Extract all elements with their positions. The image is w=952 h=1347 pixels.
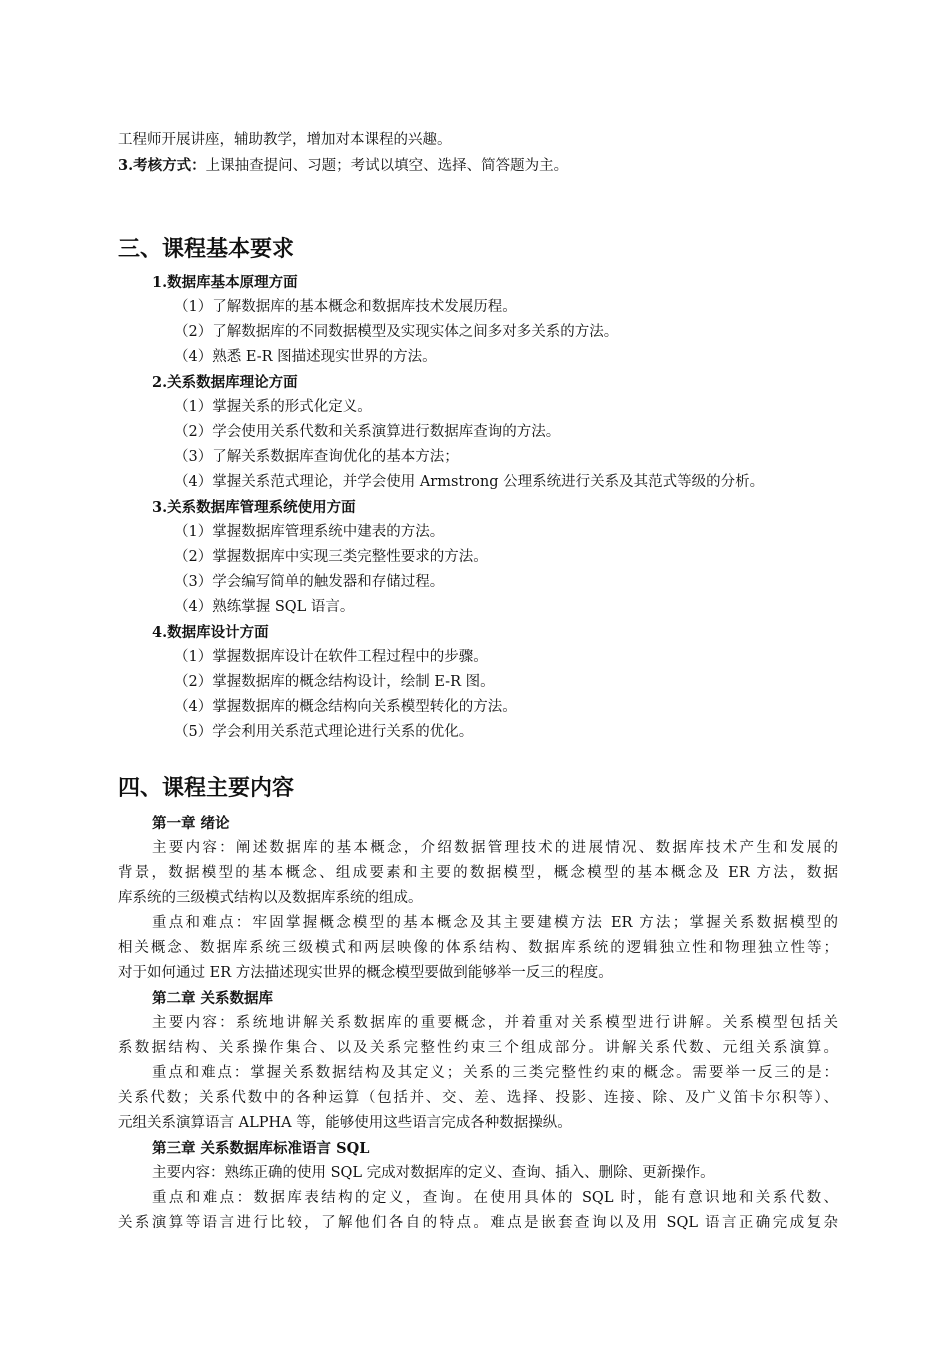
paragraph-text: 相关概念、数据库系统三级模式和两层映像的体系结构、数据库系统的逻辑独立性和物理独立性等； bbox=[118, 940, 838, 956]
paragraph-line bbox=[118, 911, 838, 936]
list-item: （4）掌握关系范式理论，并学会使用 Armstrong 公理系统进行关系及其范式等级的分析。 bbox=[174, 474, 765, 490]
list-item: （1）了解数据库的基本概念和数据库技术发展历程。 bbox=[174, 299, 517, 315]
chapter-title: 第一章 绪论 bbox=[152, 815, 230, 832]
group-title: 1.数据库基本原理方面 bbox=[152, 274, 298, 291]
list-item: （1）掌握数据库管理系统中建表的方法。 bbox=[174, 524, 445, 540]
paragraph-line bbox=[118, 1161, 838, 1186]
paragraph-text: 主要内容：系统地讲解关系数据库的重要概念，并着重对关系模型进行讲解。关系模型包括关 bbox=[152, 1015, 838, 1031]
list-item: （1）掌握数据库设计在软件工程过程中的步骤。 bbox=[174, 649, 488, 665]
paragraph-text: 背景，数据模型的基本概念、组成要素和主要的数据模型，概念模型的基本概念及 ER 方法，数据 bbox=[118, 865, 838, 881]
list-item: （2）掌握数据库的概念结构设计，绘制 E-R 图。 bbox=[174, 674, 495, 690]
paragraph-line bbox=[118, 1061, 838, 1086]
paragraph-line bbox=[118, 1036, 838, 1061]
exam-label: 3.考核方式： bbox=[118, 157, 206, 174]
paragraph-text: 关系代数；关系代数中的各种运算（包括并、交、差、选择、投影、连接、除、及广义笛卡尔积等）、 bbox=[118, 1090, 838, 1106]
list-item: （4）熟悉 E-R 图描述现实世界的方法。 bbox=[174, 349, 437, 365]
paragraph-line bbox=[118, 1186, 838, 1211]
section3-title: 三、课程基本要求 bbox=[118, 236, 295, 262]
section4-title: 四、课程主要内容 bbox=[118, 775, 295, 801]
paragraph-line bbox=[118, 861, 838, 886]
list-item: （5）学会利用关系范式理论进行关系的优化。 bbox=[174, 724, 474, 740]
paragraph-line bbox=[118, 1086, 838, 1111]
document-page bbox=[118, 128, 838, 1236]
exam-method bbox=[118, 153, 838, 179]
paragraph-line bbox=[118, 836, 838, 861]
paragraph-line: 库系统的三级模式结构以及数据库系统的组成。 bbox=[118, 890, 423, 906]
paragraph-text: 重点和难点：掌握关系数据结构及其定义；关系的三类完整性约束的概念。需要举一反三的是： bbox=[152, 1065, 838, 1081]
paragraph-text: 重点和难点：牢固掌握概念模型的基本概念及其主要建模方法 ER 方法；掌握关系数据模型的 bbox=[152, 915, 838, 931]
list-item: （2）掌握数据库中实现三类完整性要求的方法。 bbox=[174, 549, 488, 565]
list-item: （2）了解数据库的不同数据模型及实现实体之间多对多关系的方法。 bbox=[174, 324, 619, 340]
list-item: （4）掌握数据库的概念结构向关系模型转化的方法。 bbox=[174, 699, 517, 715]
paragraph-line: 对于如何通过 ER 方法描述现实世界的概念模型要做到能够举一反三的程度。 bbox=[118, 965, 613, 981]
paragraph-text: 关系演算等语言进行比较，了解他们各自的特点。难点是嵌套查询以及用 SQL 语言正确完成复杂 bbox=[118, 1215, 838, 1231]
list-item: （1）掌握关系的形式化定义。 bbox=[174, 399, 372, 415]
group-title: 2.关系数据库理论方面 bbox=[152, 374, 298, 391]
group-title: 4.数据库设计方面 bbox=[152, 624, 269, 641]
paragraph-text: 主要内容：阐述数据库的基本概念，介绍数据管理技术的进展情况、数据库技术产生和发展的 bbox=[152, 840, 838, 856]
chapter-title: 第二章 关系数据库 bbox=[152, 990, 274, 1007]
paragraph-line bbox=[118, 1011, 838, 1036]
list-item: （2）学会使用关系代数和关系演算进行数据库查询的方法。 bbox=[174, 424, 561, 440]
paragraph-text: 重点和难点：数据库表结构的定义，查询。在使用具体的 SQL 时，能有意识地和关系代数、 bbox=[152, 1190, 838, 1206]
paragraph-text: 主要内容：熟练正确的使用 SQL 完成对数据库的定义、查询、插入、删除、更新操作。 bbox=[152, 1165, 715, 1181]
group-title: 3.关系数据库管理系统使用方面 bbox=[152, 499, 356, 516]
paragraph-line bbox=[118, 1211, 838, 1236]
paragraph-line: 元组关系演算语言 ALPHA 等，能够使用这些语言完成各种数据操纵。 bbox=[118, 1115, 572, 1131]
paragraph-line bbox=[118, 936, 838, 961]
list-item: （4）熟练掌握 SQL 语言。 bbox=[174, 599, 355, 615]
exam-text: 上课抽查提问、习题；考试以填空、选择、简答题为主。 bbox=[205, 158, 569, 174]
list-item: （3）了解关系数据库查询优化的基本方法； bbox=[174, 449, 459, 465]
chapter-title: 第三章 关系数据库标准语言 SQL bbox=[152, 1140, 370, 1157]
list-item: （3）学会编写简单的触发器和存储过程。 bbox=[174, 574, 445, 590]
intro-line: 工程师开展讲座，辅助教学，增加对本课程的兴趣。 bbox=[118, 132, 452, 148]
paragraph-text: 系数据结构、关系操作集合、以及关系完整性约束三个组成部分。讲解关系代数、元组关系演算。 bbox=[118, 1040, 838, 1056]
